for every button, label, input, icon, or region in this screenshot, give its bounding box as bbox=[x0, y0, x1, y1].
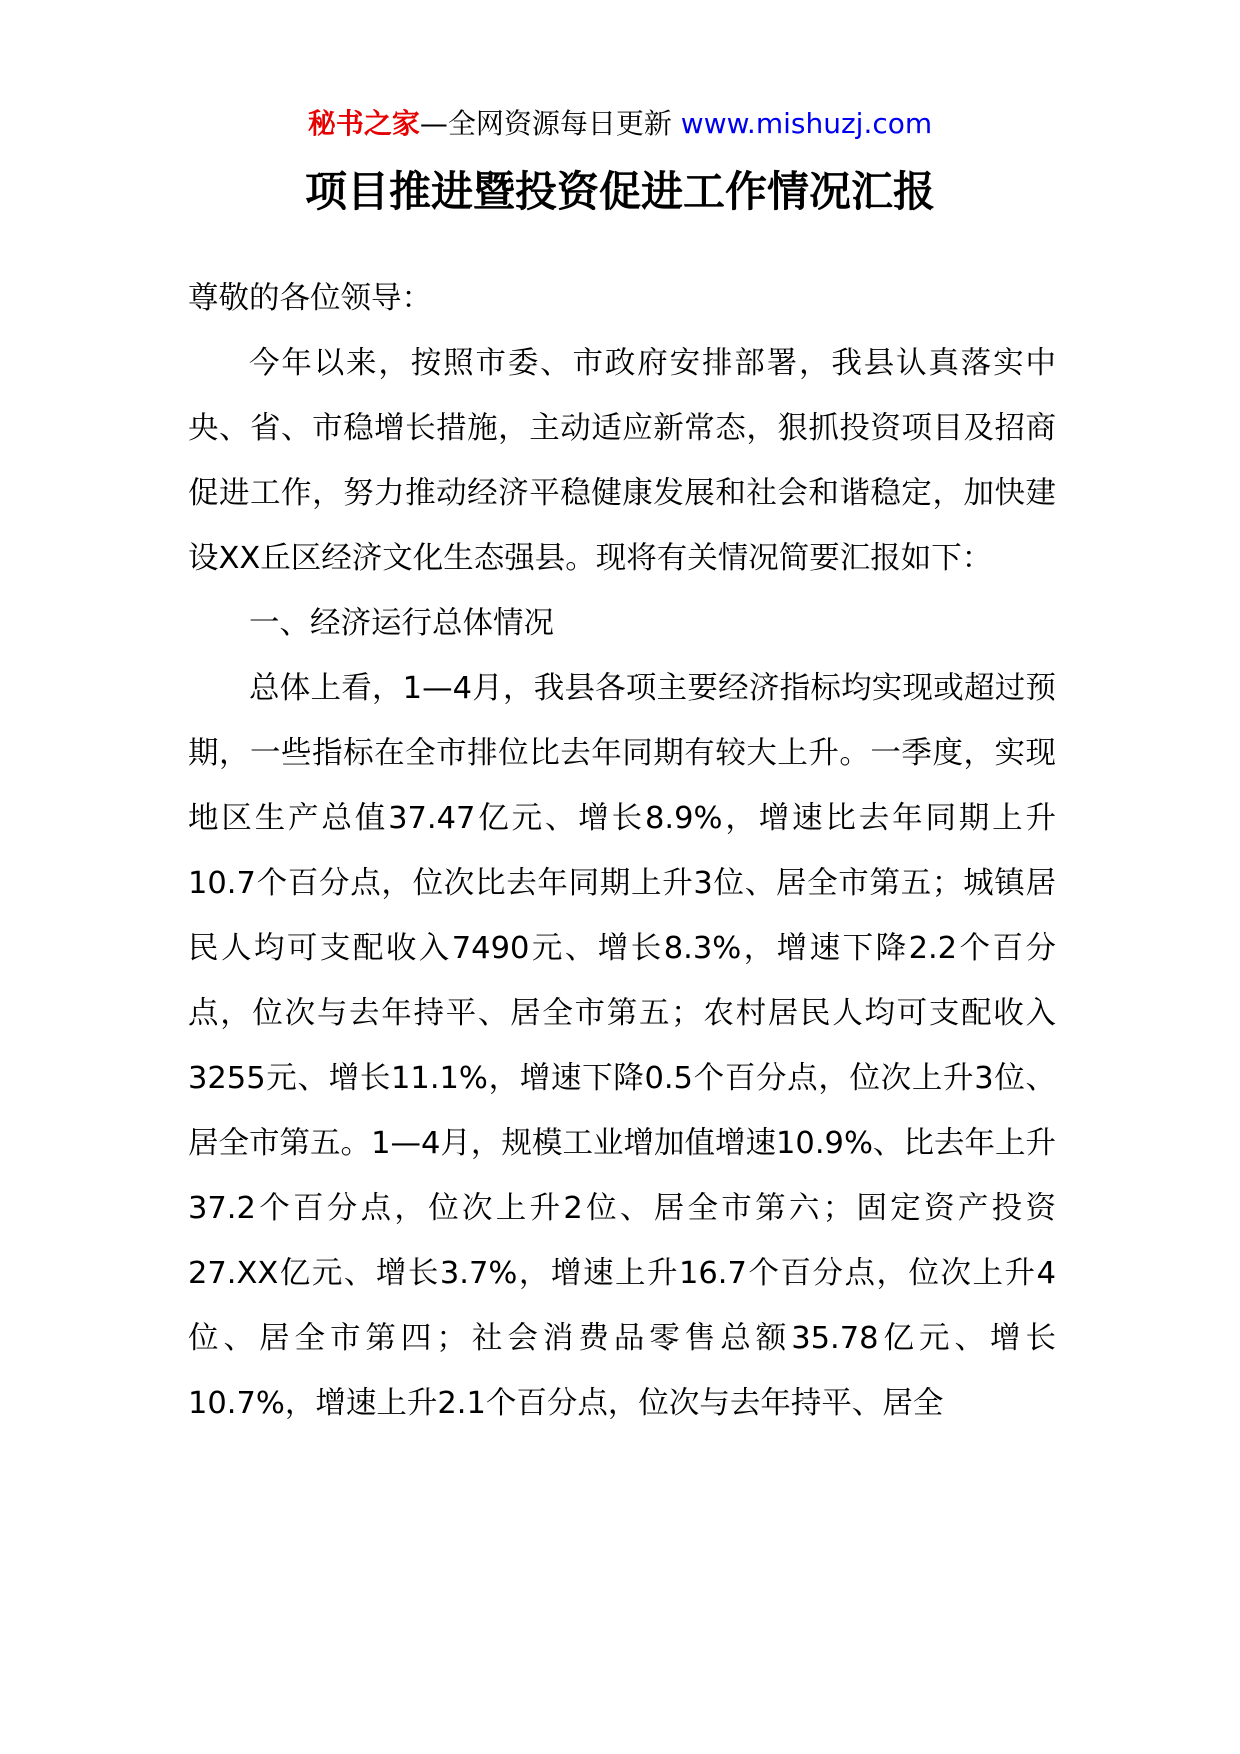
header-tagline: —全网资源每日更新 bbox=[419, 107, 672, 140]
site-header bbox=[0, 104, 1240, 144]
section-heading: 一、经济运行总体情况 bbox=[249, 606, 554, 641]
site-url-link[interactable]: www.mishuzj.com bbox=[680, 107, 933, 140]
document-title: 项目推进暨投资促进工作情况汇报 bbox=[304, 167, 935, 216]
intro-paragraph: 今年以来，按照市委、市政府安排部署，我县认真落实中央、省、市稳增长措施，主动适应新常态，狠抓投资项目及招商促进工作，努力推动经济平稳健康发展和社会和谐稳定，加快建设XX丘区经济文化生态强县。现将有关情况简要汇报如下： bbox=[188, 346, 1056, 576]
body-paragraph: 总体上看，1—4月，我县各项主要经济指标均实现或超过预期，一些指标在全市排位比去年同期有较大上升。一季度，实现地区生产总值37.47亿元、增长8.9%，增速比去年同期上升10.7个百分点，位次比去年同期上升3位、居全市第五；城镇居民人均可支配收入7490元、增长8.3%，增速下降2.2个百分点，位次与去年持平、居全市第五；农村居民人均可支配收入3255元、增长11.1%，增速下降0.5个百分点，位次上升3位、居全市第五。1—4月，规模工业增加值增速10.9%、比去年上升37.2个百分点，位次上升2位、居全市第六；固定资产投资27.XX亿元、增长3.7%，增速上升16.7个百分点，位次上升4位、居全市第四；社会消费品零售总额35.78亿元、增长10.7%，增速上升2.1个百分点，位次与去年持平、居全 bbox=[188, 671, 1056, 1421]
brand-name: 秘书之家 bbox=[307, 107, 420, 140]
document-body bbox=[188, 266, 1056, 1436]
salutation: 尊敬的各位领导： bbox=[188, 281, 432, 316]
